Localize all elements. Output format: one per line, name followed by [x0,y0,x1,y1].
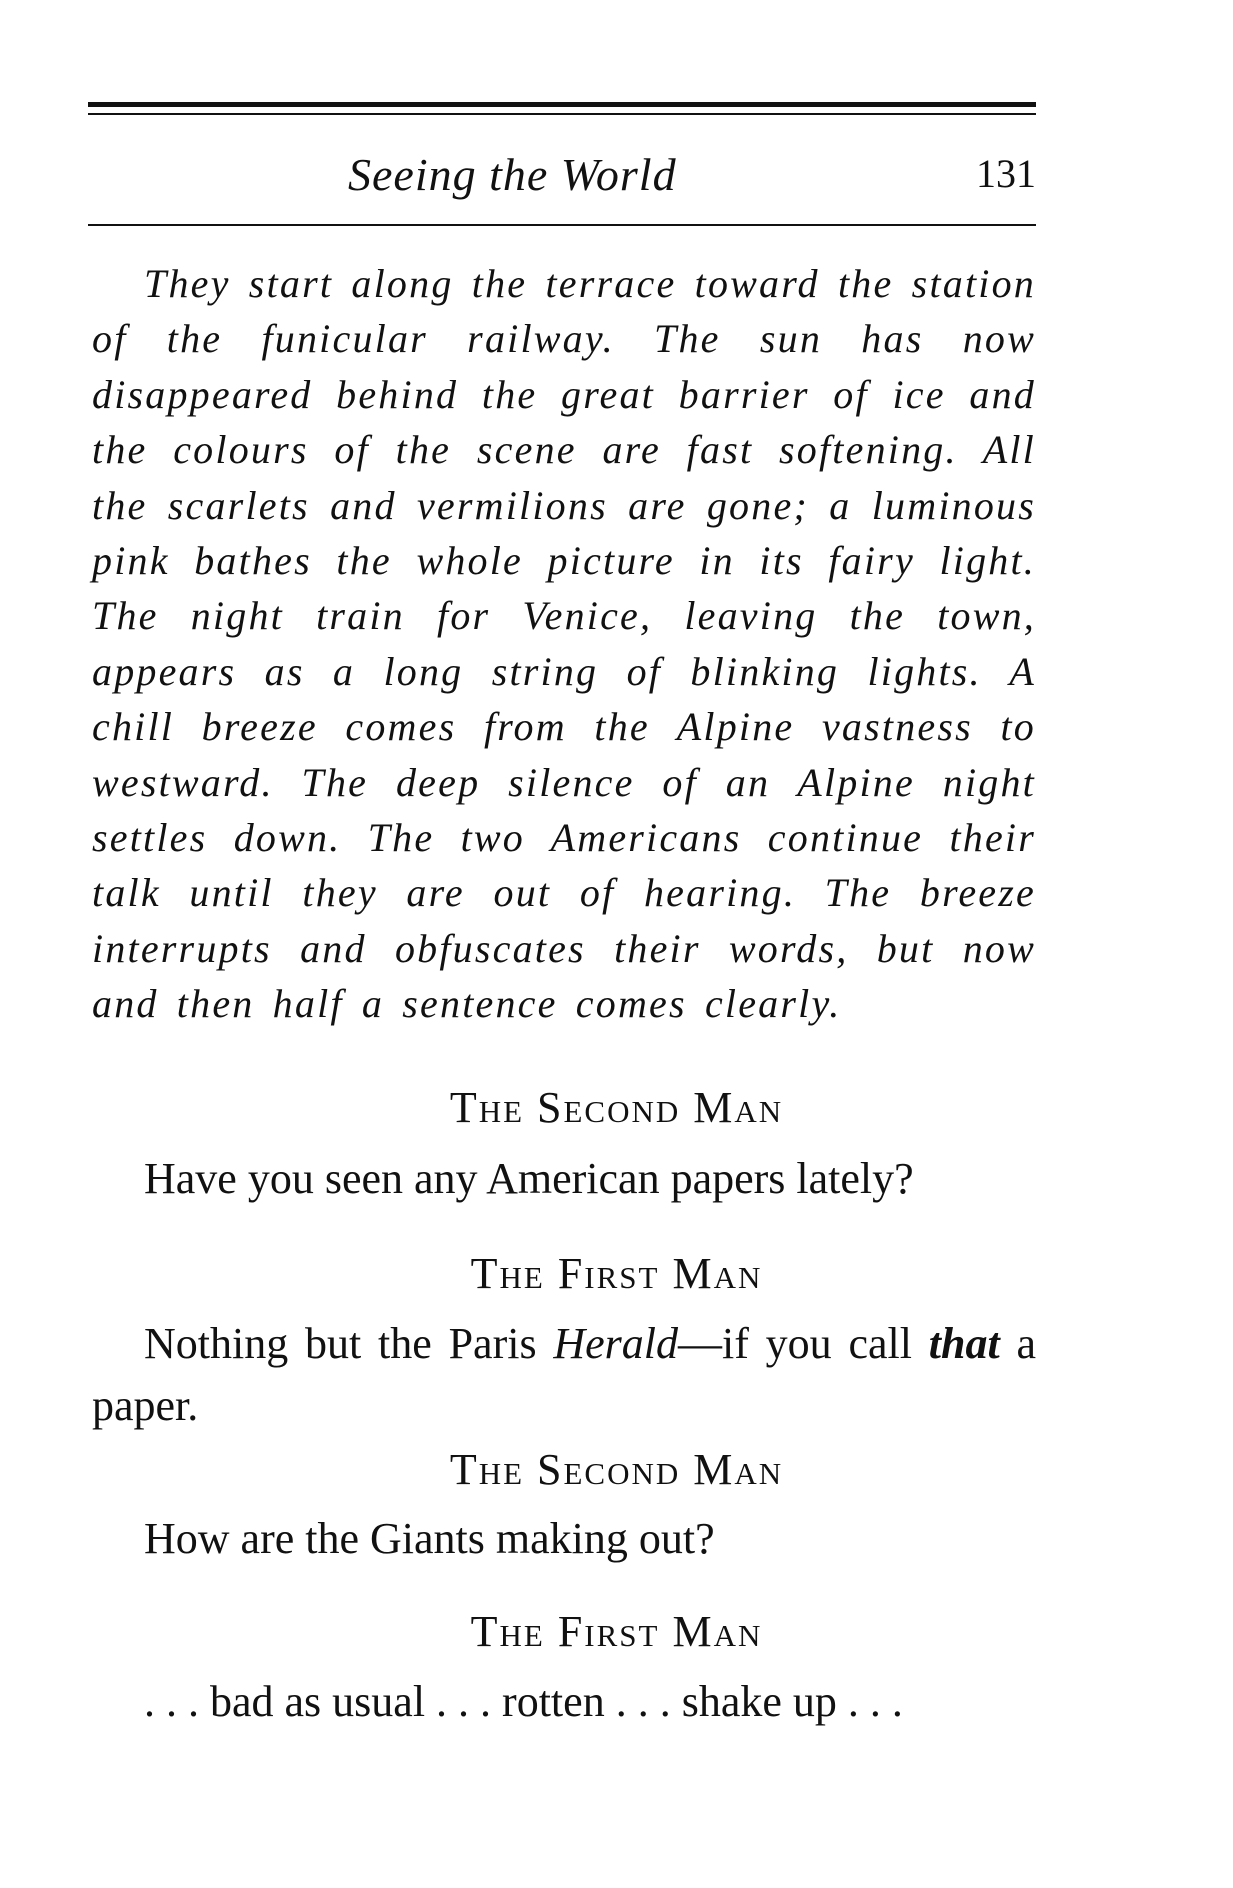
dialogue-line: Have you seen any American papers lately? [144,1154,914,1203]
dialogue-text: —if you call [678,1319,929,1368]
dialogue-text: a paper. [92,1319,1037,1430]
speaker-name: The Second Man [449,1445,784,1494]
dialogue-line: How are the Giants making out? [144,1514,715,1563]
stage-direction: They start along the terrace toward the station of the funicular railway. The sun has now disappeared behind the great barrier of ice and the colours of the scene are fast softening. All the scarlets and vermilions are gone; a luminous pink bathes the whole picture in its fairy light. The night train for Venice, leaving the town, appears as a long string of blinking lights. A chill breeze comes from the Alpine vastness to westward. The deep silence of an Alpine night settles down. The two Americans continue their talk until they are out of hearing. The breeze interrupts and obfuscates their words, but now and then half a sentence comes clearly. [92,261,1036,1027]
running-title: Seeing the World [348,149,677,200]
dialogue-line [92,1313,1036,1437]
running-head [88,148,1036,212]
page-number: 131 [976,151,1036,196]
speaker-name: The Second Man [449,1083,784,1132]
speaker-name: The First Man [470,1249,763,1298]
dialogue-line: . . . bad as usual . . . rotten . . . shake up . . . [144,1677,903,1726]
header-rule-double-top [88,102,1036,107]
emphasis-word: that [928,1319,1000,1368]
header-rule-lower [88,224,1036,226]
header-rule-double-bottom [88,113,1036,115]
speaker-name: The First Man [470,1607,763,1656]
newspaper-title: Herald [553,1319,679,1368]
dialogue-text: Nothing but the Paris [144,1319,554,1368]
